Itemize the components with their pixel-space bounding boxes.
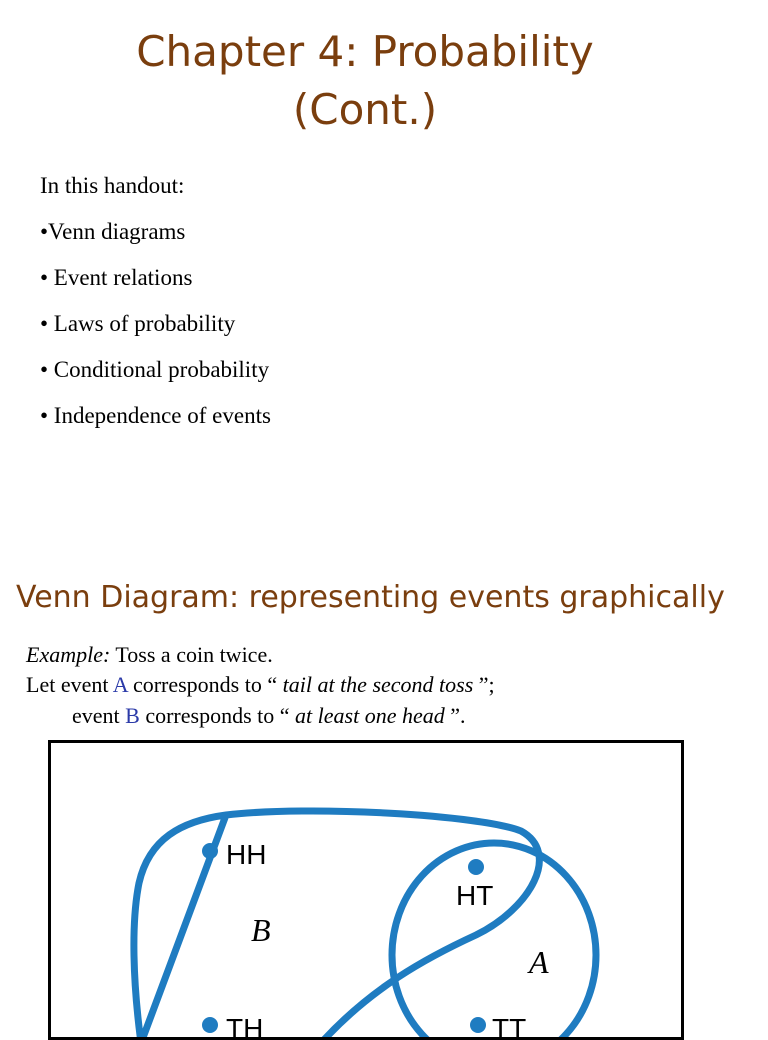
example-label: Example: (26, 642, 111, 667)
example-text: Toss a coin twice. (110, 642, 273, 667)
outcome-label-tt: TT (492, 1013, 527, 1040)
event-a-name: A (112, 672, 128, 697)
outcome-label-th: TH (226, 1013, 264, 1040)
text-fragment: corresponds to “ (127, 672, 283, 697)
chapter-title-continued: (Cont.) (292, 85, 438, 134)
handout-item: •Venn diagrams (40, 219, 186, 244)
text-fragment: ”. (444, 703, 466, 728)
outcome-dot-ht (468, 859, 484, 875)
handout-list (40, 170, 271, 446)
text-fragment: event (72, 703, 126, 728)
venn-diagram (51, 743, 684, 1040)
set-a-label: A (529, 944, 549, 980)
event-a-definition (26, 670, 495, 700)
event-b-name: B (125, 703, 140, 728)
chapter-title: Chapter 4: Probability (136, 27, 594, 76)
handout-item: • Laws of probability (40, 311, 236, 336)
outcome-label-hh: HH (226, 839, 267, 870)
set-b-label: B (251, 912, 271, 948)
event-a-curve (392, 843, 596, 1040)
handout-item: • Independence of events (40, 403, 271, 428)
venn-section-title: Venn Diagram: representing events graphically (16, 580, 725, 615)
handout-item: • Event relations (40, 265, 193, 290)
text-fragment: Let event (26, 672, 113, 697)
outcome-dot-th (202, 1017, 218, 1033)
handout-intro: In this handout: (40, 173, 185, 198)
event-a-description: tail at the second toss (282, 672, 474, 697)
text-fragment: ”; (473, 672, 495, 697)
venn-diagram-frame (48, 740, 684, 1040)
outcome-dot-tt (470, 1017, 486, 1033)
text-fragment: corresponds to “ (139, 703, 296, 728)
handout-item: • Conditional probability (40, 357, 270, 382)
event-b-description: at least one head (295, 703, 445, 728)
event-b-definition (72, 701, 466, 731)
outcome-label-ht: HT (456, 880, 494, 911)
example-line (26, 640, 273, 670)
outcome-dot-hh (202, 843, 218, 859)
